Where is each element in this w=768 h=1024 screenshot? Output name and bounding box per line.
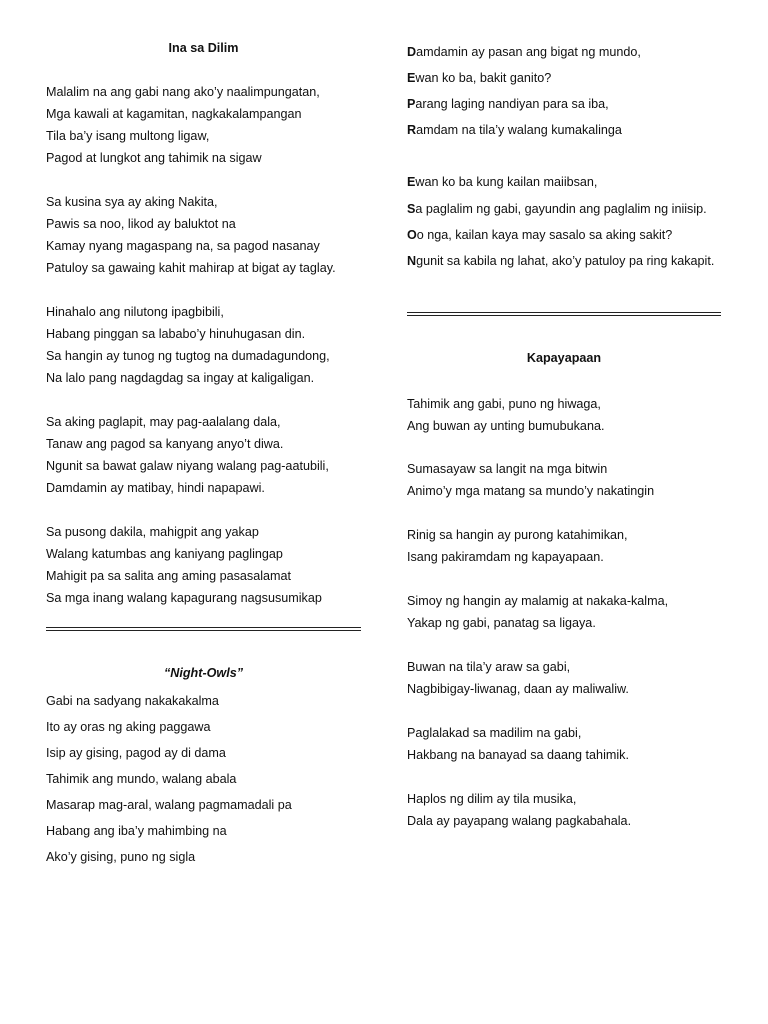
poem-line: Tanaw ang pagod sa kanyang anyo’t diwa.	[46, 437, 284, 451]
poem-title-kapayapaan: Kapayapaan	[526, 351, 602, 365]
poem-line: Animo’y mga matang sa mundo’y nakatingin	[407, 484, 655, 498]
acrostic-initial: S	[407, 202, 416, 216]
poem-line: Sa aking paglapit, may pag-aalalang dala,	[46, 415, 281, 429]
poem-title-ina-sa-dilim: Ina sa Dilim	[168, 41, 239, 55]
poem-line: Kamay nyang magaspang na, sa pagod nasanay	[46, 239, 320, 253]
poem-line: Isang pakiramdam ng kapayapaan.	[407, 550, 604, 564]
poem-line: Haplos ng dilim ay tila musika,	[407, 792, 577, 806]
acrostic-line	[407, 227, 672, 243]
poem-line: Hakbang na banayad sa daang tahimik.	[407, 748, 629, 762]
poem-line: Dala ay payapang walang pagkabahala.	[407, 814, 632, 828]
acrostic-initial: R	[407, 123, 417, 137]
poem-line: Sumasayaw sa langit na mga bitwin	[407, 462, 608, 476]
acrostic-line	[407, 96, 609, 112]
poem-line: Ang buwan ay unting bumubukana.	[407, 419, 605, 433]
acrostic-rest: wan ko ba kung kailan maiibsan,	[415, 175, 598, 189]
acrostic-rest: o nga, kailan kaya may sasalo sa aking sakit?	[416, 228, 673, 242]
section-divider	[46, 627, 361, 631]
acrostic-initial: O	[407, 228, 417, 242]
acrostic-initial: P	[407, 97, 416, 111]
poem-line: Sa hangin ay tunog ng tugtog na dumadagundong,	[46, 349, 330, 363]
poem-line: Na lalo pang nagdagdag sa ingay at kaligaligan.	[46, 371, 315, 385]
acrostic-rest: amdam na tila’y walang kumakalinga	[416, 123, 622, 137]
poem-line: Habang pinggan sa lababo’y hinuhugasan din.	[46, 327, 306, 341]
poem-line: Gabi na sadyang nakakakalma	[46, 694, 219, 708]
acrostic-rest: a paglalim ng gabi, gayundin ang paglalim ng iniisip.	[415, 202, 707, 216]
poem-line: Sa mga inang walang kapagurang nagsusumikap	[46, 591, 322, 605]
acrostic-rest: wan ko ba, bakit ganito?	[415, 71, 552, 85]
poem-line: Simoy ng hangin ay malamig at nakaka-kalma,	[407, 594, 669, 608]
poem-line: Ngunit sa bawat galaw niyang walang pag-aatubili,	[46, 459, 329, 473]
poem-line: Damdamin ay matibay, hindi napapawi.	[46, 481, 265, 495]
poem-line: Tahimik ang gabi, puno ng hiwaga,	[407, 397, 601, 411]
acrostic-line	[407, 253, 721, 269]
poem-line: Ito ay oras ng aking paggawa	[46, 720, 211, 734]
poem-line: Pagod at lungkot ang tahimik na sigaw	[46, 151, 262, 165]
poem-line: Hinahalo ang nilutong ipagbibili,	[46, 305, 224, 319]
poem-line: Tahimik ang mundo, walang abala	[46, 772, 237, 786]
acrostic-initial: D	[407, 45, 417, 59]
poem-line: Tila ba’y isang multong ligaw,	[46, 129, 210, 143]
acrostic-line	[407, 70, 551, 86]
acrostic-line	[407, 174, 597, 190]
poem-line: Yakap ng gabi, panatag sa ligaya.	[407, 616, 596, 630]
poem-line: Patuloy sa gawaing kahit mahirap at bigat ay taglay.	[46, 261, 336, 275]
poem-line: Ako’y gising, puno ng sigla	[46, 850, 196, 864]
acrostic-line	[407, 201, 707, 217]
acrostic-line	[407, 44, 641, 60]
poem-line: Malalim na ang gabi nang ako’y naalimpungatan,	[46, 85, 320, 99]
poem-line: Pawis sa noo, likod ay baluktot na	[46, 217, 236, 231]
acrostic-rest: gunit sa kabila ng lahat, ako’y patuloy pa ring kakapit.	[416, 254, 715, 268]
acrostic-line	[407, 122, 622, 138]
poem-line: Masarap mag-aral, walang pagmamadali pa	[46, 798, 292, 812]
acrostic-initial: N	[407, 254, 417, 268]
poem-line: Mga kawali at kagamitan, nagkakalampangan	[46, 107, 302, 121]
poem-line: Buwan na tila’y araw sa gabi,	[407, 660, 571, 674]
poem-line: Rinig sa hangin ay purong katahimikan,	[407, 528, 628, 542]
poem-line: Sa kusina sya ay aking Nakita,	[46, 195, 218, 209]
poem-line: Sa pusong dakila, mahigpit ang yakap	[46, 525, 259, 539]
acrostic-initial: E	[407, 175, 416, 189]
poem-line: Walang katumbas ang kaniyang paglingap	[46, 547, 283, 561]
acrostic-rest: amdamin ay pasan ang bigat ng mundo,	[416, 45, 641, 59]
poem-line: Mahigit pa sa salita ang aming pasasalamat	[46, 569, 292, 583]
poem-line: Habang ang iba’y mahimbing na	[46, 824, 227, 838]
acrostic-rest: arang laging nandiyan para sa iba,	[415, 97, 609, 111]
acrostic-initial: E	[407, 71, 416, 85]
section-divider	[407, 312, 721, 316]
poem-line: Nagbibigay-liwanag, daan ay maliwaliw.	[407, 682, 629, 696]
poem-line: Paglalakad sa madilim na gabi,	[407, 726, 582, 740]
poem-title-night-owls: “Night-Owls”	[163, 666, 244, 680]
poem-line: Isip ay gising, pagod ay di dama	[46, 746, 226, 760]
